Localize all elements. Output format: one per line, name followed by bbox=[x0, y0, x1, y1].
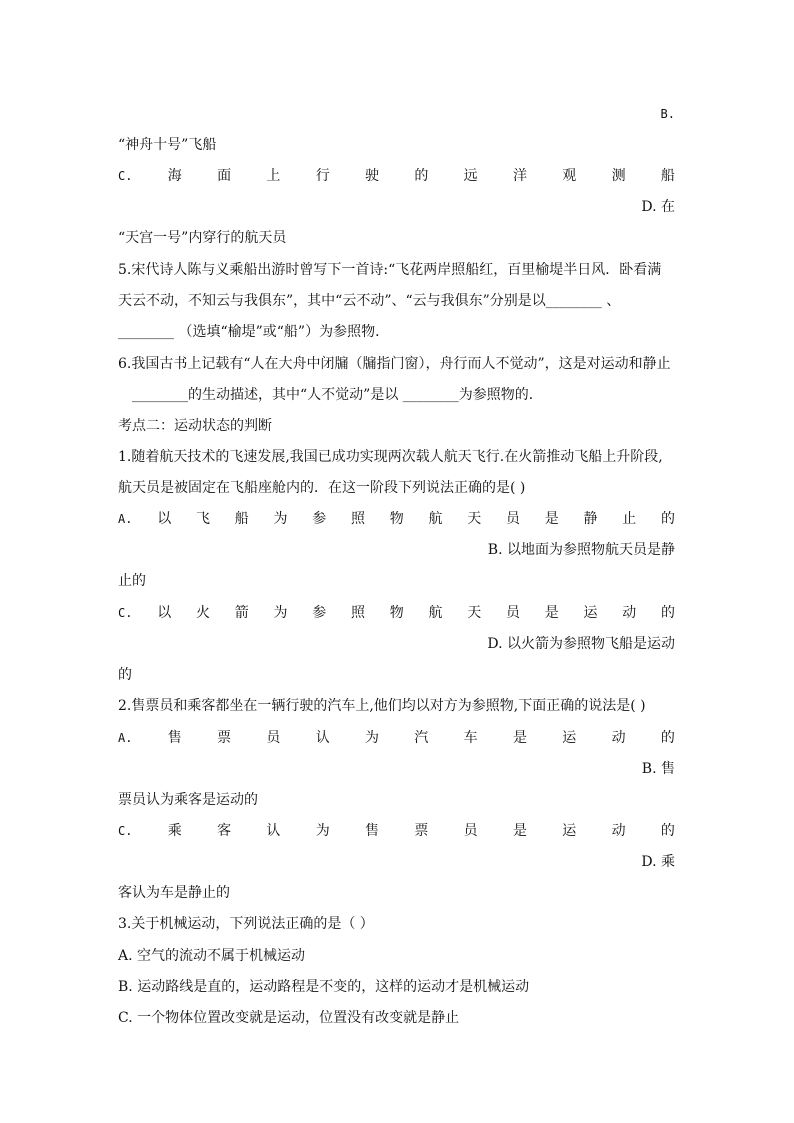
option-b-continued: 止的 bbox=[118, 573, 146, 589]
option-char: 售 bbox=[167, 730, 182, 746]
option-a-justified bbox=[118, 509, 675, 529]
question-5-line-2: 天云不动，不知云与我俱东”，其中“云不动”、“云与我俱东”分别是以________ 、 bbox=[118, 293, 621, 309]
option-char: 天 bbox=[467, 605, 482, 621]
option-char: 行 bbox=[315, 168, 330, 184]
option-c-justified bbox=[118, 821, 675, 841]
option-label: C. bbox=[118, 824, 133, 838]
option-char: 驶 bbox=[365, 168, 380, 184]
option-char: 航 bbox=[428, 511, 443, 527]
option-c-justified bbox=[118, 603, 675, 623]
question-6-line-2: ________的生动描述，其中“人不觉动”是以 ________为参照物的． bbox=[132, 387, 543, 403]
option-char: 员 bbox=[505, 605, 520, 621]
option-char: 的 bbox=[660, 823, 675, 839]
option-char: 认 bbox=[315, 730, 330, 746]
option-char: 洋 bbox=[512, 168, 527, 184]
option-char: 车 bbox=[463, 730, 478, 746]
option-char: 售 bbox=[365, 823, 380, 839]
option-char: 是 bbox=[512, 823, 527, 839]
option-char: 飞 bbox=[195, 511, 210, 527]
option-char: 是 bbox=[512, 730, 527, 746]
option-char: 物 bbox=[389, 511, 404, 527]
question-1-line-2: 航天员是被固定在飞船座舱内的．在这一阶段下列说法正确的是( ) bbox=[118, 480, 526, 496]
option-char: 员 bbox=[463, 823, 478, 839]
option-char: 汽 bbox=[414, 730, 429, 746]
question-5-line-3: ________ （选填“榆堤”或“船”）为参照物． bbox=[118, 324, 390, 340]
option-char: 静 bbox=[583, 511, 598, 527]
option-char: 远 bbox=[463, 168, 478, 184]
option-c-justified bbox=[118, 166, 675, 186]
option-char: 的 bbox=[414, 168, 429, 184]
option-char: 员 bbox=[505, 511, 520, 527]
option-char: 客 bbox=[217, 823, 232, 839]
option-b-label bbox=[118, 104, 675, 124]
option-char: 运 bbox=[583, 605, 598, 621]
option-char: 上 bbox=[266, 168, 281, 184]
option-char: 面 bbox=[217, 168, 232, 184]
option-d-continued: 客认为车是静止的 bbox=[118, 885, 230, 901]
option-char: 的 bbox=[660, 605, 675, 621]
question-1-line-1: 1.随着航天技术的飞速发展,我国已成功实现两次载人航天飞行.在火箭推动飞船上升阶段, bbox=[118, 449, 663, 465]
option-b: B. 运动路线是直的，运动路程是不变的，这样的运动才是机械运动 bbox=[118, 979, 530, 995]
option-char: 票 bbox=[217, 730, 232, 746]
option-d: D. 乘 bbox=[641, 854, 675, 870]
option-d: D. 以火箭为参照物飞船是运动 bbox=[487, 636, 675, 652]
option-d-continued: 的 bbox=[118, 667, 132, 683]
option-label: C. bbox=[118, 169, 133, 183]
option-char: 动 bbox=[622, 605, 637, 621]
option-a: A. 空气的流动不属于机械运动 bbox=[118, 948, 306, 964]
question-3-line-1: 3.关于机械运动，下列说法正确的是（ ） bbox=[118, 916, 374, 932]
option-text: D. 在 bbox=[641, 199, 675, 215]
option-b-continued: 票员认为乘客是运动的 bbox=[118, 792, 258, 808]
option-char: 的 bbox=[660, 511, 675, 527]
option-char: 员 bbox=[266, 730, 281, 746]
option-char: 止 bbox=[622, 511, 637, 527]
question-5-line-1: 5.宋代诗人陈与义乘船出游时曾写下一首诗:“飞花两岸照船红，百里榆堤半日风．卧看满 bbox=[118, 262, 662, 278]
option-b: B. 售 bbox=[641, 761, 675, 777]
option-char: 动 bbox=[611, 823, 626, 839]
option-char: 为 bbox=[315, 823, 330, 839]
option-label: A. bbox=[118, 731, 133, 745]
option-char: 海 bbox=[167, 168, 182, 184]
option-char: 观 bbox=[562, 168, 577, 184]
option-char: 航 bbox=[428, 605, 443, 621]
option-char: 以 bbox=[157, 605, 172, 621]
option-char: 票 bbox=[414, 823, 429, 839]
option-char: 箭 bbox=[234, 605, 249, 621]
option-char: 物 bbox=[389, 605, 404, 621]
option-char: 船 bbox=[234, 511, 249, 527]
question-2-line-1: 2.售票员和乘客都坐在一辆行驶的汽车上,他们均以对方为参照物,下面正确的说法是( ) bbox=[118, 698, 646, 714]
option-char: 运 bbox=[562, 730, 577, 746]
option-char: 火 bbox=[195, 605, 210, 621]
question-6-line-1: 6.我国古书上记载有“人在大舟中闭牖（牖指门窗），舟行而人不觉动”，这是对运动和静止 bbox=[118, 356, 671, 372]
option-char: 以 bbox=[157, 511, 172, 527]
option-d-text: “天宫一号”内穿行的航天员 bbox=[118, 230, 287, 246]
option-b: B. 以地面为参照物航天员是静 bbox=[487, 542, 675, 558]
option-char: 为 bbox=[273, 605, 288, 621]
option-char: 认 bbox=[266, 823, 281, 839]
option-char: 为 bbox=[365, 730, 380, 746]
section-heading: 考点二：运动状态的判断 bbox=[118, 418, 272, 434]
option-d-label bbox=[118, 197, 675, 217]
option-char: 照 bbox=[350, 511, 365, 527]
option-char: 乘 bbox=[167, 823, 182, 839]
option-text: B. bbox=[660, 107, 675, 121]
option-char: 是 bbox=[544, 511, 559, 527]
option-label: C. bbox=[118, 606, 133, 620]
option-char: 照 bbox=[350, 605, 365, 621]
option-char: 的 bbox=[660, 730, 675, 746]
option-char: 运 bbox=[562, 823, 577, 839]
option-c: C. 一个物体位置改变就是运动，位置没有改变就是静止 bbox=[118, 1010, 460, 1026]
option-char: 参 bbox=[312, 511, 327, 527]
option-char: 船 bbox=[660, 168, 675, 184]
option-label: A. bbox=[118, 512, 133, 526]
option-char: 动 bbox=[611, 730, 626, 746]
option-char: 为 bbox=[273, 511, 288, 527]
option-a-justified bbox=[118, 728, 675, 748]
option-char: 天 bbox=[467, 511, 482, 527]
option-b-text: “神舟十号”飞船 bbox=[118, 137, 217, 153]
option-char: 是 bbox=[544, 605, 559, 621]
option-char: 参 bbox=[312, 605, 327, 621]
option-char: 测 bbox=[611, 168, 626, 184]
